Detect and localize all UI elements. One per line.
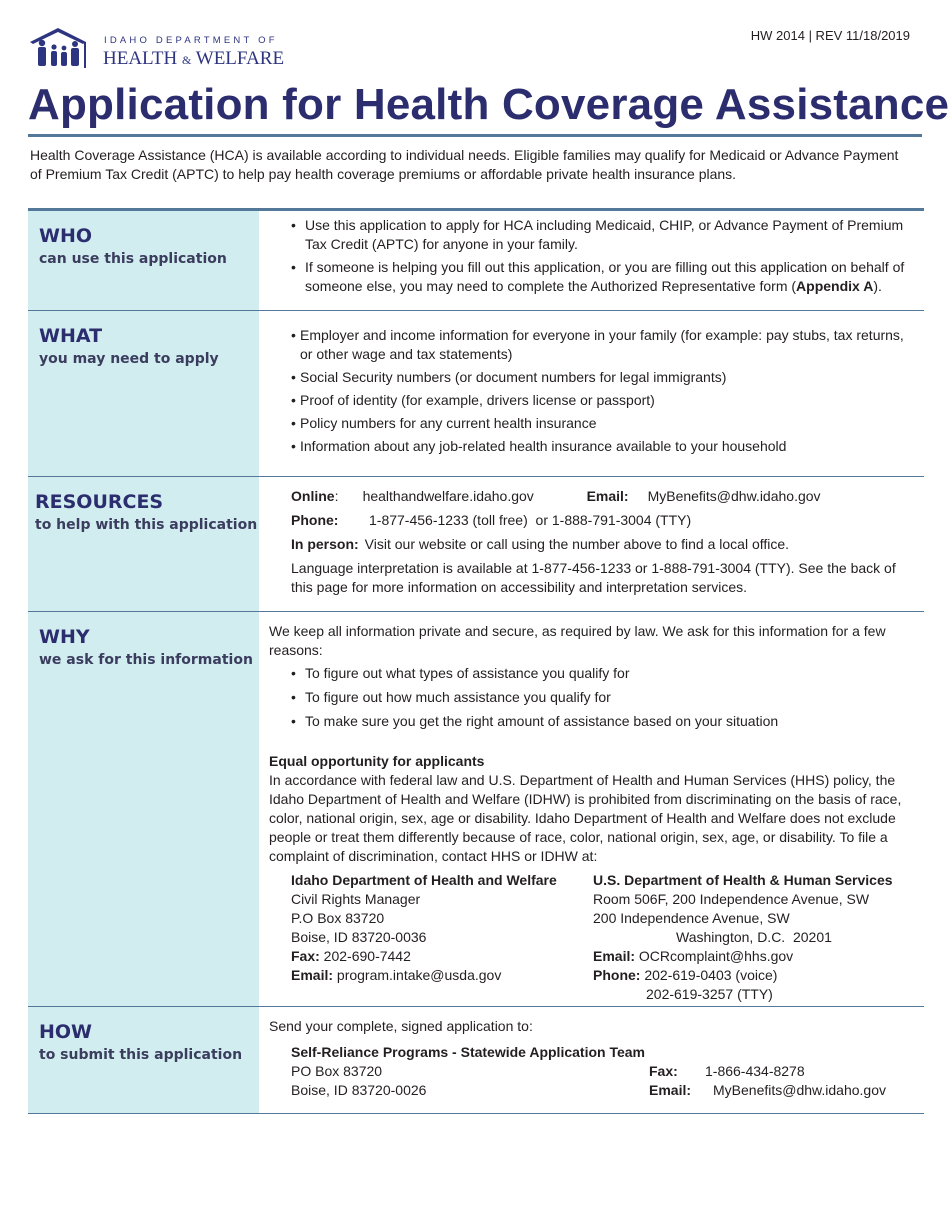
info-sections	[28, 208, 924, 1114]
in-person-value: Visit our website or call using the number above to find a local office.	[364, 536, 790, 552]
hhs-contact: U.S. Department of Health & Human Services Room 506F, 200 Independence Avenue, SW 200 Independence Avenue, SW Washington, D.C. 20201 Email: OCRcomplaint@hhs.gov Phone: 202-619-0403 (voice) 202-619-3257 (TTY)	[593, 872, 893, 1002]
phone-label: Phone:	[291, 512, 339, 528]
logo-name: HEALTH & WELFARE	[103, 48, 285, 69]
idhw-logo	[28, 26, 298, 72]
list-item: • Proof of identity (for example, drivers license or passport)	[291, 391, 914, 410]
section-why-label: WHY we ask for this information	[28, 612, 259, 1006]
equal-opportunity-heading: Equal opportunity for applicants	[269, 753, 485, 769]
section-how	[28, 1007, 924, 1114]
list-item: • To make sure you get the right amount of assistance based on your situation	[291, 712, 916, 731]
in-person-label: In person:	[291, 536, 359, 552]
section-what	[28, 311, 924, 477]
list-item: • To figure out what types of assistance you qualify for	[291, 664, 916, 683]
list-item: • Information about any job-related health insurance available to your household	[291, 437, 914, 456]
contact-columns	[269, 871, 916, 1004]
section-resources-content: Online : healthandwelfare.idaho.gov Email: MyBenefits@dhw.idaho.gov Phone: 1-877-456-1233 (toll free) or 1-888-791-3004 (TTY) In person: Visit our website or call using the number above to find a local office. Language interpretation is available at 1-877-456-1233 or 1-888-791-3004 (TTY). See the back of this page for more information on accessibility and interpretation services.	[259, 477, 924, 611]
how-email-link[interactable]: MyBenefits@dhw.idaho.gov	[713, 1082, 886, 1098]
hhs-email-link[interactable]: OCRcomplaint@hhs.gov	[635, 948, 794, 964]
list-item: • If someone is helping you fill out this application, or you are filling out this application on behalf of someone else, you may need to complete the Authorized Representative form (Appendix A).	[291, 258, 924, 296]
section-who-label: WHO can use this application	[28, 211, 259, 310]
online-label: Online	[291, 488, 335, 504]
phone-value: 1-877-456-1233 (toll free) or 1-888-791-3004 (TTY)	[369, 512, 692, 528]
section-resources-label: RESOURCES to help with this application	[28, 477, 259, 611]
section-who-content	[259, 211, 924, 310]
form-number: HW 2014 | REV 11/18/2019	[750, 28, 910, 43]
logo-department-text: IDAHO DEPARTMENT OF	[104, 35, 278, 46]
how-intro: Send your complete, signed application to:	[269, 1018, 533, 1034]
team-name: Self-Reliance Programs - Statewide Application Team	[291, 1044, 645, 1060]
section-how-content: Send your complete, signed application to: Self-Reliance Programs - Statewide Application Team PO Box 83720 Boise, ID 83720-0026 Fax: 1-866-434-8278 Email: MyBenefits@dhw.idaho.gov	[259, 1007, 924, 1113]
website-link[interactable]: healthandwelfare.idaho.gov	[362, 488, 534, 504]
idhw-email-link[interactable]: program.intake@usda.gov	[333, 967, 502, 983]
family-icon	[28, 26, 94, 72]
section-who	[28, 211, 924, 311]
list-item: • Social Security numbers (or document numbers for legal immigrants)	[291, 368, 914, 387]
section-resources	[28, 477, 924, 612]
equal-opportunity-text: In accordance with federal law and U.S. Department of Health and Human Services (HHS) policy, the Idaho Department of Health and Welfare (IDHW) is prohibited from discriminating on the basis of race, color, national origin, sex, age or disability. Idaho Department of Health and Welfare does not exclude people or treat them differently because of race, color, national origin, sex, age, or disability. To file a complaint of discrimination, contact HHS or IDHW at:	[269, 772, 902, 864]
idhw-contact: Idaho Department of Health and Welfare Civil Rights Manager P.O Box 83720 Boise, ID 83720-0036 Fax: 202-690-7442 Email: program.intake@usda.gov	[291, 872, 557, 983]
language-note: Language interpretation is available at 1-877-456-1233 or 1-888-791-3004 (TTY). See the back of this page for more information on accessibility and interpretation services.	[291, 560, 896, 595]
section-why-content	[259, 612, 924, 1006]
title-divider	[28, 134, 922, 137]
list-item: • Employer and income information for everyone in your family (for example: pay stubs, tax returns, or other wage and tax statements)	[291, 326, 914, 364]
list-item: • Use this application to apply for HCA including Medicaid, CHIP, or Advance Payment of Premium Tax Credit (APTC) for anyone in your family.	[291, 216, 924, 254]
list-item: • To figure out how much assistance you qualify for	[291, 688, 916, 707]
why-intro: We keep all information private and secure, as required by law. We ask for this information for a few reasons:	[269, 623, 886, 658]
list-item: • Policy numbers for any current health insurance	[291, 414, 914, 433]
section-what-label: WHAT you may need to apply	[28, 311, 259, 476]
page-title: Application for Health Coverage Assistance	[28, 80, 950, 129]
email-link[interactable]: MyBenefits@dhw.idaho.gov	[647, 488, 821, 504]
email-label: Email:	[586, 488, 629, 504]
intro-paragraph: Health Coverage Assistance (HCA) is available according to individual needs. Eligible families may qualify for Medicaid or Advance Payment of Premium Tax Credit (APTC) to help pay health coverage premiums or affordable private health insurance plans.	[30, 147, 899, 182]
section-what-content	[259, 311, 924, 476]
section-how-label: HOW to submit this application	[28, 1007, 259, 1113]
section-why	[28, 612, 924, 1007]
